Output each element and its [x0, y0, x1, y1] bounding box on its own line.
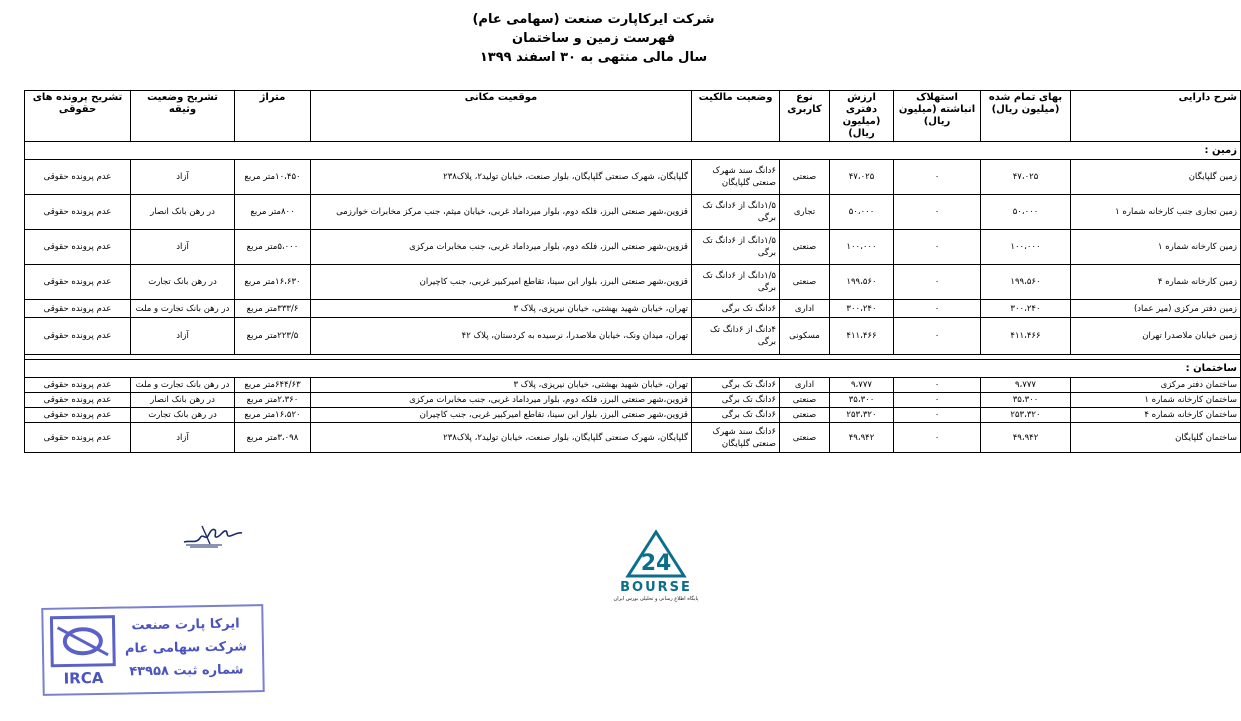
- company-name: شرکت ایرکاپارت صنعت (سهامی عام): [472, 12, 715, 27]
- cell-depreciation: ۰: [894, 378, 981, 393]
- cell-area: ۸۰۰متر مربع: [235, 195, 311, 230]
- stamp-line-3: شماره ثبت ۴۳۹۵۸: [129, 662, 244, 680]
- table-row: [25, 408, 1241, 423]
- cell-cost: ۱۹۹،۵۶۰: [981, 265, 1071, 300]
- cell-legal: عدم پرونده حقوقی: [25, 230, 131, 265]
- cell-area: ۵،۰۰۰متر مربع: [235, 230, 311, 265]
- col-cost: بهای تمام شده (میلیون ریال): [981, 91, 1071, 142]
- table-row: [25, 393, 1241, 408]
- bourse-word: BOURSE: [620, 580, 692, 595]
- cell-book-value: ۵۰،۰۰۰: [830, 195, 894, 230]
- cell-collateral: در رهن بانک انصار: [131, 393, 235, 408]
- cell-legal: عدم پرونده حقوقی: [25, 378, 131, 393]
- table-row: [25, 160, 1241, 195]
- cell-ownership: ۴دانگ از ۶دانگ تک برگی: [692, 318, 780, 355]
- col-area: متراژ: [235, 91, 311, 142]
- cell-collateral: در رهن بانک تجارت: [131, 265, 235, 300]
- cell-legal: عدم پرونده حقوقی: [25, 300, 131, 318]
- company-stamp: [41, 604, 265, 696]
- fiscal-period: سال مالی منتهی به ۳۰ اسفند ۱۳۹۹: [479, 50, 708, 65]
- cell-asset: زمین خیابان ملاصدرا تهران: [1071, 318, 1241, 355]
- cell-book-value: ۳۵،۳۰۰: [830, 393, 894, 408]
- cell-asset: ساختمان کارخانه شماره ۴: [1071, 408, 1241, 423]
- cell-book-value: ۹،۷۷۷: [830, 378, 894, 393]
- cell-legal: عدم پرونده حقوقی: [25, 318, 131, 355]
- cell-ownership: ۶دانگ تک برگی: [692, 393, 780, 408]
- cell-cost: ۵۰،۰۰۰: [981, 195, 1071, 230]
- col-ownership: وضعیت مالکیت: [692, 91, 780, 142]
- cell-asset: ساختمان گلپایگان: [1071, 423, 1241, 453]
- table-row: [25, 230, 1241, 265]
- cell-depreciation: ۰: [894, 393, 981, 408]
- cell-area: ۱۶،۶۳۰متر مربع: [235, 265, 311, 300]
- cell-collateral: آزاد: [131, 423, 235, 453]
- cell-usage: صنعتی: [780, 160, 830, 195]
- col-location: موقعیت مکانی: [311, 91, 692, 142]
- cell-collateral: در رهن بانک تجارت و ملت: [131, 300, 235, 318]
- bourse-tagline: پایگاه اطلاع رسانی و تحلیلی بورس ایران: [613, 596, 699, 602]
- cell-cost: ۲۵۳،۳۲۰: [981, 408, 1071, 423]
- cell-asset: ساختمان کارخانه شماره ۱: [1071, 393, 1241, 408]
- cell-ownership: ۶دانگ تک برگی: [692, 408, 780, 423]
- cell-asset: ساختمان دفتر مرکزی: [1071, 378, 1241, 393]
- cell-asset: زمین دفتر مرکزی (میر عماد): [1071, 300, 1241, 318]
- document-header: [0, 10, 1187, 67]
- document-title: فهرست زمین و ساختمان: [512, 31, 675, 46]
- section-title: ساختمان :: [25, 360, 1241, 378]
- cell-usage: تجاری: [780, 195, 830, 230]
- cell-legal: عدم پرونده حقوقی: [25, 160, 131, 195]
- table-row: [25, 195, 1241, 230]
- section-row: [25, 360, 1241, 378]
- cell-cost: ۱۰۰،۰۰۰: [981, 230, 1071, 265]
- cell-usage: اداری: [780, 378, 830, 393]
- cell-usage: صنعتی: [780, 265, 830, 300]
- cell-book-value: ۲۵۳،۳۲۰: [830, 408, 894, 423]
- cell-location: تهران، خیابان شهید بهشتی، خیابان نیریزی، پلاک ۳: [311, 300, 692, 318]
- cell-usage: صنعتی: [780, 230, 830, 265]
- cell-cost: ۹،۷۷۷: [981, 378, 1071, 393]
- cell-location: گلپایگان، شهرک صنعتی گلپایگان، بلوار صنعت، خیابان تولید۲، پلاک۲۳۸: [311, 160, 692, 195]
- stamp-line-2: شرکت سهامی عام: [124, 639, 248, 657]
- bourse-logo-icon: [626, 530, 686, 578]
- cell-legal: عدم پرونده حقوقی: [25, 393, 131, 408]
- section-title: زمین :: [25, 142, 1241, 160]
- cell-usage: صنعتی: [780, 423, 830, 453]
- cell-location: تهران، میدان ونک، خیابان ملاصدرا، نرسیده به کردستان، پلاک ۴۲: [311, 318, 692, 355]
- col-book-value: ارزش دفتری (میلیون ریال): [830, 91, 894, 142]
- cell-book-value: ۴۷،۰۲۵: [830, 160, 894, 195]
- table-row: [25, 318, 1241, 355]
- cell-ownership: ۱/۵دانگ از ۶دانگ تک برگی: [692, 230, 780, 265]
- cell-location: قزوین،شهر صنعتی البرز، بلوار ابن سینا، تقاطع امیرکبیر غربی، جنب کاچیران: [311, 408, 692, 423]
- cell-legal: عدم پرونده حقوقی: [25, 265, 131, 300]
- cell-usage: اداری: [780, 300, 830, 318]
- cell-ownership: ۶دانگ سند شهرک صنعتی گلپایگان: [692, 160, 780, 195]
- col-depreciation: استهلاک انباشته (میلیون ریال): [894, 91, 981, 142]
- cell-area: ۲،۳۶۰متر مربع: [235, 393, 311, 408]
- col-usage: نوع کاربری: [780, 91, 830, 142]
- cell-depreciation: ۰: [894, 195, 981, 230]
- land-building-table: [24, 90, 1241, 453]
- cell-usage: صنعتی: [780, 408, 830, 423]
- cell-area: ۲۲۳/۵متر مربع: [235, 318, 311, 355]
- table-row: [25, 378, 1241, 393]
- irca-logo-text: IRCA: [63, 668, 104, 688]
- cell-collateral: آزاد: [131, 230, 235, 265]
- cell-depreciation: ۰: [894, 318, 981, 355]
- cell-location: قزوین،شهر صنعتی البرز، بلوار ابن سینا، تقاطع امیرکبیر غربی، جنب کاچیران: [311, 265, 692, 300]
- signature: [182, 518, 244, 552]
- col-legal: تشریح پرونده های حقوقی: [25, 91, 131, 142]
- section-row: [25, 142, 1241, 160]
- cell-depreciation: ۰: [894, 265, 981, 300]
- cell-asset: زمین کارخانه شماره ۴: [1071, 265, 1241, 300]
- table-header-row: [25, 91, 1241, 142]
- col-asset: شرح دارایی: [1071, 91, 1241, 142]
- cell-collateral: آزاد: [131, 160, 235, 195]
- cell-ownership: ۶دانگ سند شهرک صنعتی گلپایگان: [692, 423, 780, 453]
- cell-legal: عدم پرونده حقوقی: [25, 408, 131, 423]
- cell-area: ۳،۰۹۸متر مربع: [235, 423, 311, 453]
- cell-depreciation: ۰: [894, 423, 981, 453]
- cell-depreciation: ۰: [894, 160, 981, 195]
- cell-area: ۱۰،۴۵۰متر مربع: [235, 160, 311, 195]
- cell-location: قزوین،شهر صنعتی البرز، فلکه دوم، بلوار میرداماد غربی، جنب مخابرات مرکزی: [311, 230, 692, 265]
- cell-depreciation: ۰: [894, 230, 981, 265]
- irca-logo: [49, 615, 116, 688]
- svg-text:24: 24: [640, 551, 672, 576]
- cell-collateral: در رهن بانک تجارت و ملت: [131, 378, 235, 393]
- table-row: [25, 265, 1241, 300]
- col-collateral: تشریح وضعیت وثیقه: [131, 91, 235, 142]
- cell-book-value: ۴۹،۹۴۲: [830, 423, 894, 453]
- cell-usage: مسکونی: [780, 318, 830, 355]
- cell-collateral: در رهن بانک انصار: [131, 195, 235, 230]
- cell-area: ۱۶،۵۲۰متر مربع: [235, 408, 311, 423]
- cell-depreciation: ۰: [894, 408, 981, 423]
- cell-usage: صنعتی: [780, 393, 830, 408]
- cell-location: گلپایگان، شهرک صنعتی گلپایگان، بلوار صنعت، خیابان تولید۲، پلاک۲۳۸: [311, 423, 692, 453]
- cell-asset: زمین تجاری جنب کارخانه شماره ۱: [1071, 195, 1241, 230]
- cell-legal: عدم پرونده حقوقی: [25, 423, 131, 453]
- cell-collateral: در رهن بانک تجارت: [131, 408, 235, 423]
- bourse-watermark: [606, 530, 706, 602]
- cell-book-value: ۴۱۱،۴۶۶: [830, 318, 894, 355]
- stamp-line-1: ایرکا پارت صنعت: [131, 616, 240, 634]
- cell-asset: زمین گلپایگان: [1071, 160, 1241, 195]
- cell-cost: ۴۱۱،۴۶۶: [981, 318, 1071, 355]
- cell-location: قزوین،شهر صنعتی البرز، فلکه دوم، بلوار میرداماد غربی، جنب مخابرات مرکزی: [311, 393, 692, 408]
- cell-ownership: ۱/۵دانگ از ۶دانگ تک برگی: [692, 265, 780, 300]
- cell-legal: عدم پرونده حقوقی: [25, 195, 131, 230]
- table-row: [25, 300, 1241, 318]
- cell-depreciation: ۰: [894, 300, 981, 318]
- cell-book-value: ۳۰۰،۲۴۰: [830, 300, 894, 318]
- cell-book-value: ۱۰۰،۰۰۰: [830, 230, 894, 265]
- cell-asset: زمین کارخانه شماره ۱: [1071, 230, 1241, 265]
- cell-location: قزوین،شهر صنعتی البرز، فلکه دوم، بلوار میرداماد غربی، خیابان میثم، جنب مرکز مخابرات خوارزمی: [311, 195, 692, 230]
- cell-ownership: ۱/۵دانگ از ۶دانگ تک برگی: [692, 195, 780, 230]
- cell-cost: ۳۵،۳۰۰: [981, 393, 1071, 408]
- cell-collateral: آزاد: [131, 318, 235, 355]
- cell-cost: ۳۰۰،۲۴۰: [981, 300, 1071, 318]
- cell-cost: ۴۹،۹۴۲: [981, 423, 1071, 453]
- cell-cost: ۴۷،۰۲۵: [981, 160, 1071, 195]
- cell-area: ۶۴۴/۶۳متر مربع: [235, 378, 311, 393]
- table-row: [25, 423, 1241, 453]
- cell-ownership: ۶دانگ تک برگی: [692, 300, 780, 318]
- cell-ownership: ۶دانگ تک برگی: [692, 378, 780, 393]
- cell-area: ۳۳۳/۶متر مربع: [235, 300, 311, 318]
- cell-book-value: ۱۹۹،۵۶۰: [830, 265, 894, 300]
- cell-location: تهران، خیابان شهید بهشتی، خیابان نیریزی، پلاک ۳: [311, 378, 692, 393]
